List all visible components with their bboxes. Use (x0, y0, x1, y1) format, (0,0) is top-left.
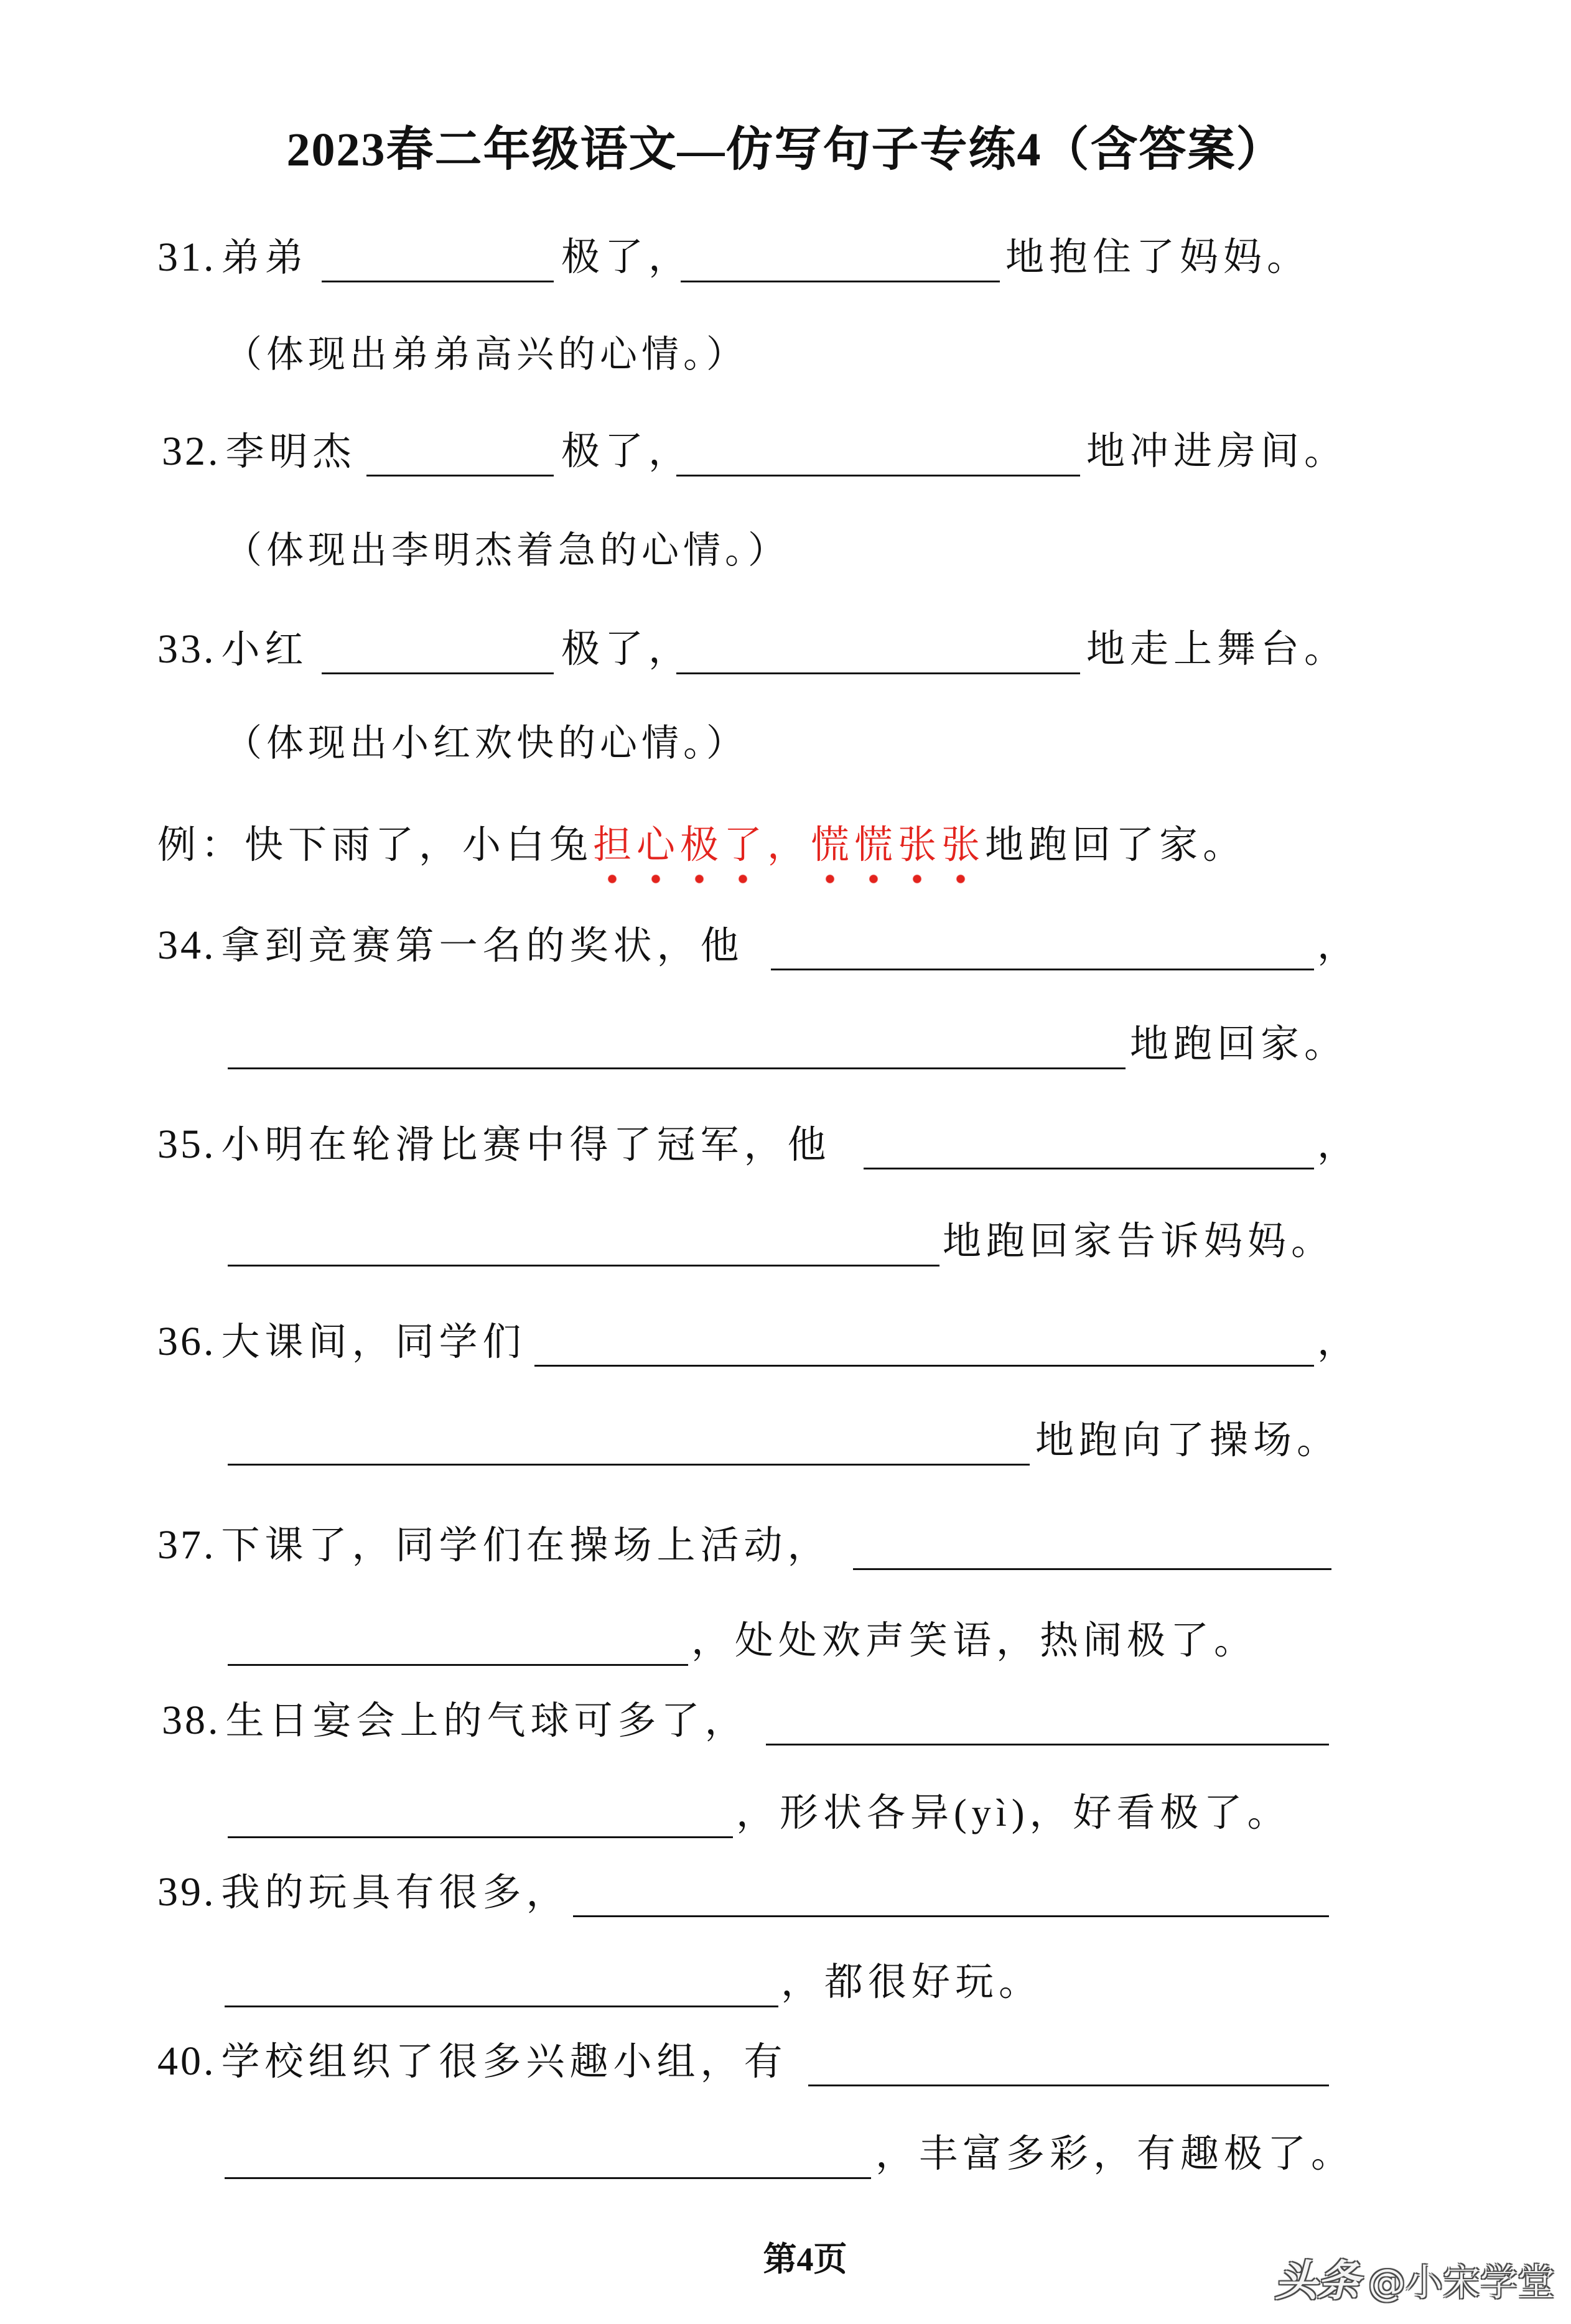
answer-blank (322, 672, 554, 674)
answer-blank (853, 1568, 1331, 1570)
exercise-prompt: 生日宴会上的气球可多了， (225, 1700, 748, 1742)
question-33-hint-row (0, 718, 1571, 768)
exercise-34-line-1 (0, 921, 1571, 970)
question-hint: （体现出小红欢快的心情。） (225, 723, 748, 764)
example-line (157, 820, 1246, 870)
answer-blank (228, 1265, 939, 1267)
question-middle-text: 极了， (561, 628, 692, 671)
answer-blank (676, 475, 1080, 476)
exercise-37-line-1 (0, 1520, 1571, 1570)
exercise-prompt: 拿到竞赛第一名的奖状，他 (221, 925, 744, 967)
exercise-39-line-1 (0, 1867, 1571, 1917)
question-31 (0, 233, 1571, 282)
exercise-ending-text: 地跑回家。 (1130, 1023, 1348, 1066)
exercise-34-line-2 (0, 1020, 1571, 1069)
question-middle-text: 极了， (561, 430, 692, 473)
exercise-prompt: 学校组织了很多兴趣小组，有 (221, 2041, 788, 2083)
exercise-37-line-2 (0, 1616, 1571, 1666)
exercise-prompt: 小明在轮滑比赛中得了冠军，他 (221, 1124, 831, 1166)
exercise-stem (157, 1120, 831, 1169)
exercise-stem (157, 2037, 788, 2086)
question-subject: 弟弟 (221, 237, 309, 279)
answer-blank (808, 2085, 1329, 2086)
exercise-ending-text: 地跑回家告诉妈妈。 (943, 1220, 1335, 1263)
question-ending-text: 地抱住了妈妈。 (1005, 236, 1311, 279)
page-title: 2023春二年级语文—仿写句子专练4（含答案） (286, 124, 1285, 176)
answer-blank (864, 1168, 1314, 1169)
exercise-prompt: 我的玩具有很多， (221, 1872, 570, 1914)
watermark-logo: 头条 (1274, 2257, 1359, 2306)
exercise-number: 35. (157, 1122, 217, 1167)
answer-blank (771, 969, 1314, 970)
exercise-number: 39. (157, 1869, 217, 1915)
question-number: 31. (157, 235, 217, 280)
page-number: 第4页 (763, 2241, 847, 2278)
question-hint: （体现出弟弟高兴的心情。） (225, 334, 748, 375)
exercise-36-line-1 (0, 1317, 1571, 1367)
answer-blank (225, 2006, 778, 2007)
exercise-38-line-1 (0, 1696, 1571, 1745)
exercise-prompt: 下课了，同学们在操场上活动， (221, 1525, 831, 1567)
exercise-36-line-2 (0, 1416, 1571, 1466)
answer-blank (766, 1744, 1329, 1745)
exercise-number: 40. (157, 2038, 217, 2084)
exercise-stem (157, 1520, 831, 1570)
question-stem (157, 233, 309, 282)
exercise-40-line-1 (0, 2037, 1571, 2086)
exercise-number: 34. (157, 923, 217, 968)
answer-blank (681, 281, 1000, 282)
watermark-account: @小宋学堂 (1368, 2261, 1555, 2305)
exercise-stem (157, 1317, 526, 1367)
exercise-35-line-2 (0, 1217, 1571, 1267)
question-number: 33. (157, 626, 217, 672)
exercise-stem (157, 1867, 570, 1917)
exercise-ending-text: ，形状各异(yì)，好看极了。 (736, 1792, 1291, 1834)
example-text-after: 地跑回了家。 (985, 824, 1247, 867)
watermark (1275, 2257, 1555, 2307)
answer-blank (676, 672, 1080, 674)
example-highlight-feeling: 担心极了 (593, 820, 767, 886)
answer-blank (322, 281, 554, 282)
question-31-hint-row (0, 330, 1571, 379)
question-hint: （体现出李明杰着急的心情。） (225, 530, 790, 571)
exercise-ending-text: 地跑向了操场。 (1035, 1420, 1341, 1462)
exercise-ending-text: ，丰富多彩，有趣极了。 (875, 2133, 1355, 2175)
exercise-line-end: ， (1317, 1321, 1361, 1363)
exercise-stem (157, 921, 744, 970)
exercise-line-end: ， (1317, 924, 1361, 967)
exercise-number: 36. (157, 1319, 217, 1364)
exercise-number: 38. (162, 1698, 221, 1743)
example-label: 例： (157, 824, 245, 867)
answer-blank (573, 1915, 1329, 1917)
answer-blank (228, 1464, 1030, 1466)
answer-blank (225, 2177, 871, 2179)
exercise-ending-text: ，处处欢声笑语，热闹极了。 (691, 1620, 1258, 1662)
exercise-35-line-1 (0, 1120, 1571, 1169)
answer-blank (228, 1836, 733, 1838)
question-33 (0, 625, 1571, 674)
question-number: 32. (162, 429, 221, 474)
answer-blank (534, 1365, 1314, 1367)
question-middle-text: 极了， (561, 236, 692, 279)
question-32-hint-row (0, 526, 1571, 575)
example-text-before: 快下雨了，小白兔 (245, 824, 594, 867)
exercise-prompt: 大课间，同学们 (221, 1321, 526, 1364)
example-highlight-manner: 慌慌张张 (811, 820, 985, 886)
answer-blank (366, 475, 554, 476)
question-32 (0, 427, 1571, 476)
exercise-line-end: ， (1317, 1123, 1361, 1166)
question-ending-text: 地走上舞台。 (1086, 628, 1348, 671)
question-stem (157, 625, 309, 674)
example-separator: ， (767, 824, 811, 867)
question-subject: 小红 (221, 629, 309, 671)
exercise-40-line-2 (0, 2129, 1571, 2179)
exercise-38-line-2 (0, 1788, 1571, 1838)
answer-blank (228, 1664, 688, 1666)
exercise-number: 37. (157, 1522, 217, 1568)
example-sentence (0, 820, 1571, 870)
exercise-39-line-2 (0, 1958, 1571, 2007)
question-stem (162, 427, 357, 476)
exercise-ending-text: ，都很好玩。 (781, 1961, 1043, 2004)
exercise-stem (162, 1696, 748, 1745)
question-ending-text: 地冲进房间。 (1086, 430, 1348, 473)
answer-blank (228, 1067, 1126, 1069)
question-subject: 李明杰 (225, 431, 357, 473)
